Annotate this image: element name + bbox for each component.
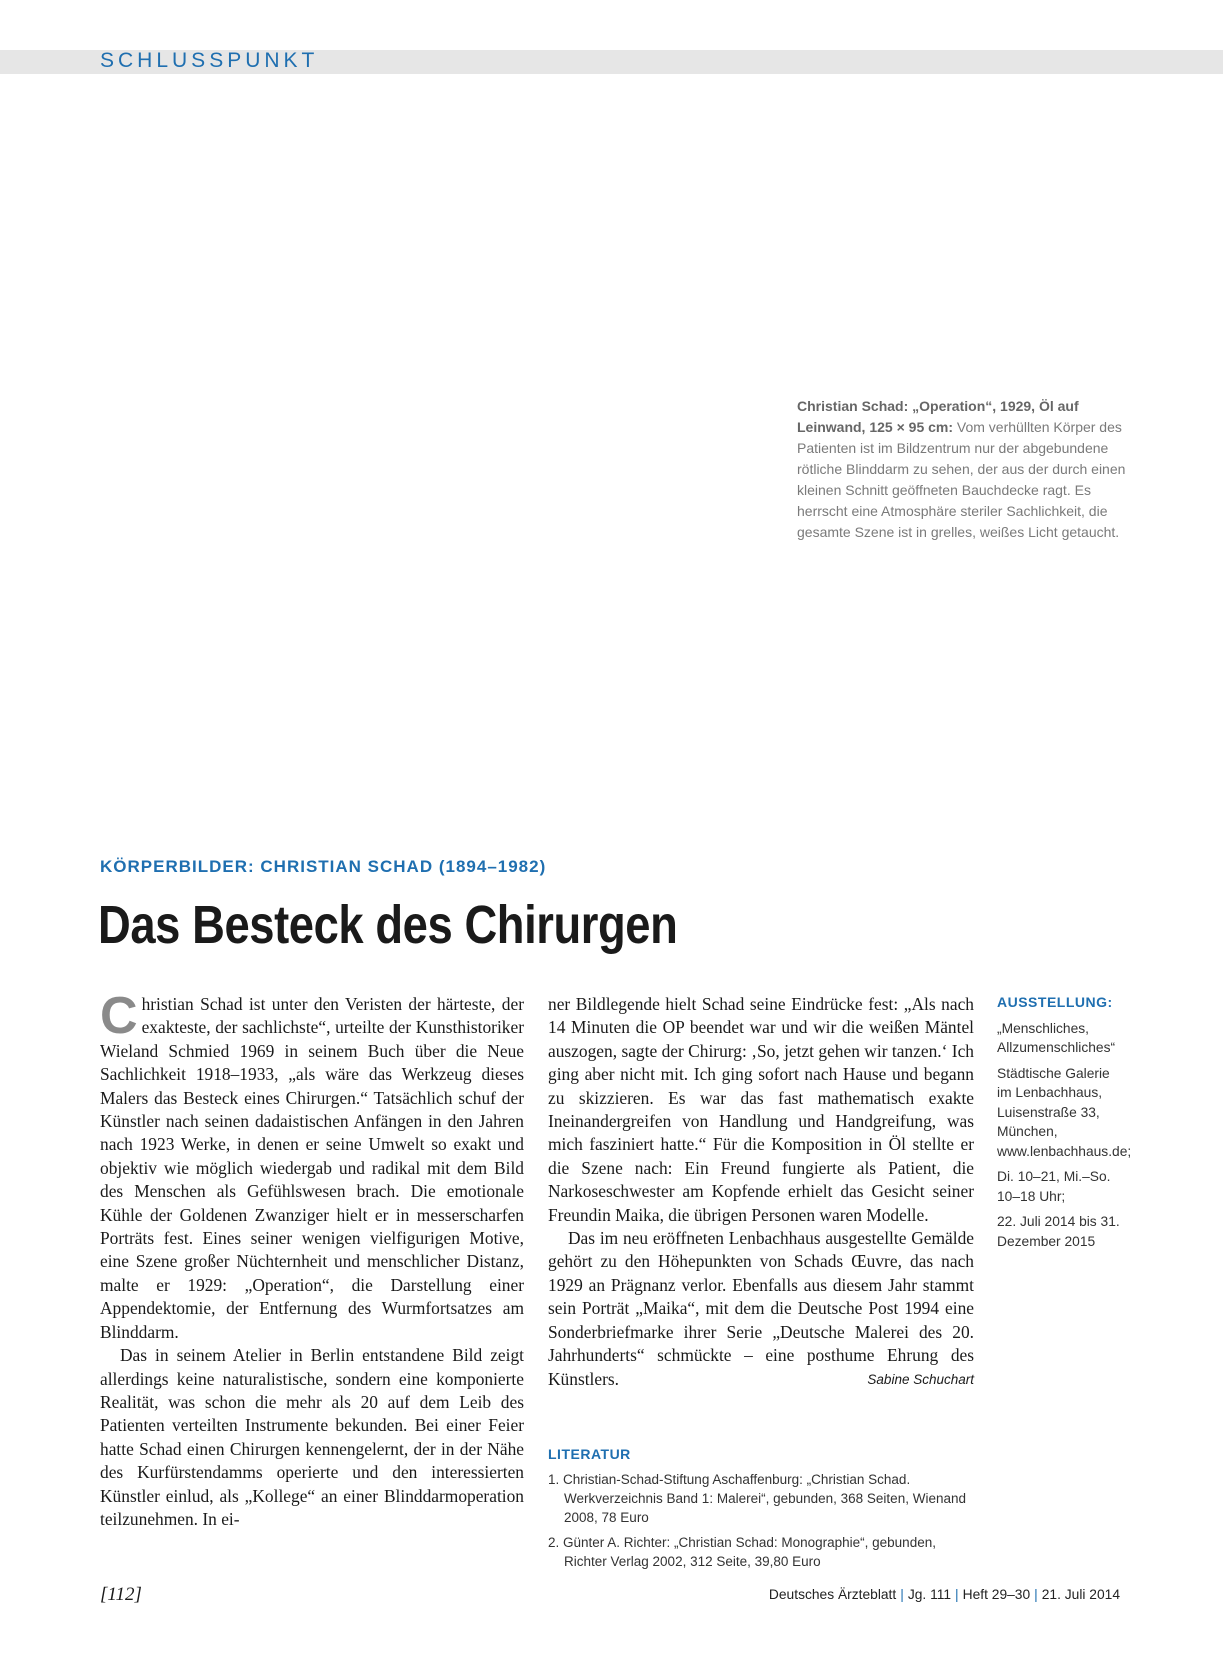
journal-date: 21. Juli 2014 <box>1041 1587 1120 1602</box>
paragraph: ner Bildlegende hielt Schad seine Eindrücke fest: „Als nach 14 Minuten die OP beendet war und wir die weißen Mäntel auszogen, sagte der Chirurg: ‚So, jetzt gehen wir tanzen.‘ Ich ging aber nicht mit. Ich ging sofort nach Hause und begann zu skizzieren. Es war das fast mathematisch exakte Ineinandergreifen von Handlung und Handgreifung, was mich fasziniert hatte.“ Für die Komposition in Öl stellte er die Szene nach: Ein Freund fungierte als Patient, die Narkoseschwester am Kopfende erhielt das Gesicht seiner Freundin Maika, die übrigen Personen waren Modelle. <box>548 994 974 1225</box>
journal-name: Deutsches Ärzteblatt <box>768 1587 897 1602</box>
literature-item: 2. Günter A. Richter: „Christian Schad: Monographie“, gebunden, Richter Verlag 2002, 312 Seite, 39,80 Euro <box>548 1535 936 1569</box>
exhibition-title: „Menschliches, Allzumenschliches“ <box>997 1020 1116 1055</box>
paragraph: Das in seinem Atelier in Berlin entstandene Bild zeigt allerdings keine naturalistische, sondern eine komponierte Realität, was schon die mehr als 20 auf dem Leib des Patienten verteilten Instrumente bekunden. Bei einer Feier hatte Schad einen Chirurgen kennengelernt, der in der Nähe des Kurfürstendamms operierte und den interessierten Künstler einlud, als „Kollege“ an einer Blinddarmoperation teilzunehmen. In ei- <box>100 1345 524 1529</box>
journal-volume: Jg. 111 <box>907 1587 952 1602</box>
separator: | <box>955 1587 959 1602</box>
caption-text: Vom verhüllten Körper des Patienten ist im Bildzentrum nur der abgebundene rötliche Blinddarm zu sehen, der aus der durch einen kleinen Schnitt geöffneten Bauchdecke ragt. Es herrscht eine Atmosphäre steriler Sachlichkeit, die gesamte Szene ist in grelles, weißes Licht getaucht. <box>797 419 1126 540</box>
page-number: [112] <box>100 1584 142 1605</box>
literature-item: 1. Christian-Schad-Stiftung Aschaffenburg: „Christian Schad. Werkverzeichnis Band 1: Malerei“, gebunden, 368 Seiten, Wienand 2008, 78 Euro <box>548 1472 966 1525</box>
article-kicker: KÖRPERBILDER: CHRISTIAN SCHAD (1894–1982) <box>100 857 547 876</box>
drop-cap: C <box>100 987 138 1045</box>
separator: | <box>1034 1587 1038 1602</box>
exhibition-dates: 22. Juli 2014 bis 31. Dezember 2015 <box>997 1214 1120 1249</box>
exhibition-heading: AUSSTELLUNG: <box>997 994 1113 1010</box>
article-column-2 <box>548 993 974 1391</box>
author-name: Sabine Schuchart <box>867 1371 974 1387</box>
exhibition-sidebar <box>997 993 1132 1257</box>
footer <box>769 1587 1120 1602</box>
literature-list <box>548 1470 978 1577</box>
caption-title: Christian Schad: „Operation“, 1929, Öl auf Leinwand, 125 × 95 cm: <box>797 398 1079 435</box>
literature-heading: LITERATUR <box>548 1446 631 1462</box>
exhibition-venue: Städtische Galerie im Lenbachhaus, Luisenstraße 33, München, www.lenbachhaus.de; <box>997 1065 1132 1159</box>
journal-issue: Heft 29–30 <box>962 1587 1031 1602</box>
article-column-1 <box>100 987 524 1531</box>
section-label: SCHLUSSPUNKT <box>100 49 319 72</box>
image-caption <box>797 396 1127 543</box>
article-title: Das Besteck des Chirurgen <box>98 895 678 955</box>
paragraph: Christian Schad ist unter den Veristen der härteste, der exakteste, der sachlichste“, urteilte der Kunsthistoriker Wieland Schmied 1969 in seinem Buch über die Neue Sachlichkeit 1918–1933, „als wäre das Werkzeug dieses Malers das Besteck eines Chirurgen.“ Tatsächlich schuf der Künstler nach seinen dadaistischen Anfängen in den Jahren nach 1923 Werke, in denen er seine Umwelt so exakt und objektiv wie möglich wiedergab und radikal mit dem Bild des Menschen als Gefühlswesen brach. Die emotionale Kühle der Goldenen Zwanziger hielt er in messerscharfen Porträts fest. Eines seiner wenigen vielfigurigen Motive, eine Szene großer Nüchternheit und menschlicher Distanz, malte er 1929: „Operation“, die Darstellung einer Appendektomie, der Entfernung des Wurmfortsatzes am Blinddarm. <box>100 987 524 1342</box>
exhibition-hours: Di. 10–21, Mi.–So. 10–18 Uhr; <box>997 1169 1111 1204</box>
separator: | <box>900 1587 904 1602</box>
paragraph: Das im neu eröffneten Lenbachhaus ausgestellte Gemälde gehört zu den Höhepunkten von Schads Œuvre, das nach 1929 an Prägnanz verlor. Ebenfalls aus diesem Jahr stammt sein Porträt „Maika“, mit dem die Deutsche Post 1994 eine Sonderbriefmarke ihrer Serie „Deutsche Malerei des 20. Jahrhunderts“ schmückte – eine posthume Ehrung des Künstlers. Sabine Schuchart <box>548 1227 974 1391</box>
